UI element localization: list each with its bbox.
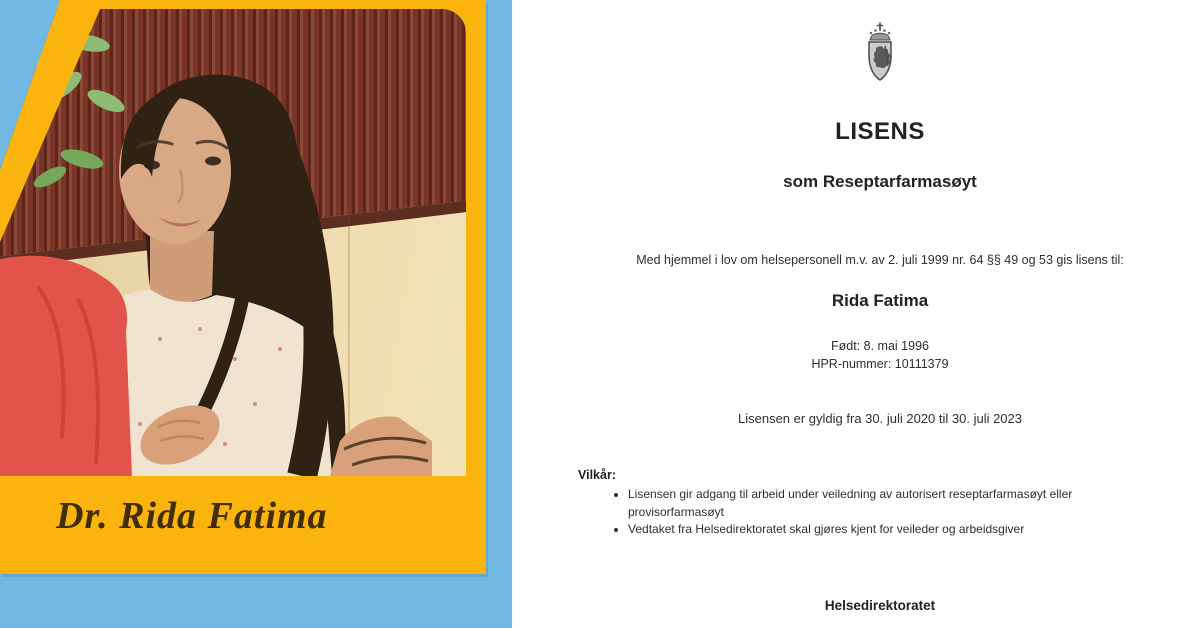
birth-date-line: Født: 8. mai 1996 (831, 339, 929, 353)
conditions-heading: Vilkår: (578, 468, 616, 482)
condition-item: • Lisensen gir adgang til arbeid under veiledning av autorisert reseptarfarmasøyt eller provisorfarmasøyt (628, 486, 1133, 521)
photo-id-card-panel (0, 0, 512, 628)
conditions-list (572, 486, 1133, 539)
legal-basis-text: Med hjemmel i lov om helsepersonell m.v. av 2. juli 1999 nr. 64 §§ 49 og 53 gis lisens til: (636, 253, 1124, 267)
license-document (512, 0, 1200, 628)
red-scarf (0, 256, 132, 476)
document-title: LISENS (835, 118, 925, 145)
validity-line: Lisensen er gyldig fra 30. juli 2020 til 30. juli 2023 (737, 411, 1022, 426)
document-subtitle: som Reseptarfarmasøyt (783, 172, 977, 191)
conditions-section (572, 468, 1188, 539)
card-name-label: Dr. Rida Fatima (56, 495, 328, 537)
cropped-signature-line-wrap (572, 622, 1188, 628)
hpr-number-line: HPR-nummer: 10111379 (811, 357, 949, 371)
holder-details (572, 337, 1188, 373)
coat-of-arms-wrap (572, 20, 1188, 89)
license-holder-name: Rida Fatima (831, 291, 929, 310)
issuer-name: Helsedirektoratet (824, 598, 936, 613)
id-card (0, 0, 486, 574)
forearm (330, 417, 432, 477)
norwegian-coat-of-arms-icon (858, 20, 902, 84)
condition-item: • Vedtaket fra Helsedirektoratet skal gjøres kjent for veileder og arbeidsgiver (628, 521, 1133, 539)
